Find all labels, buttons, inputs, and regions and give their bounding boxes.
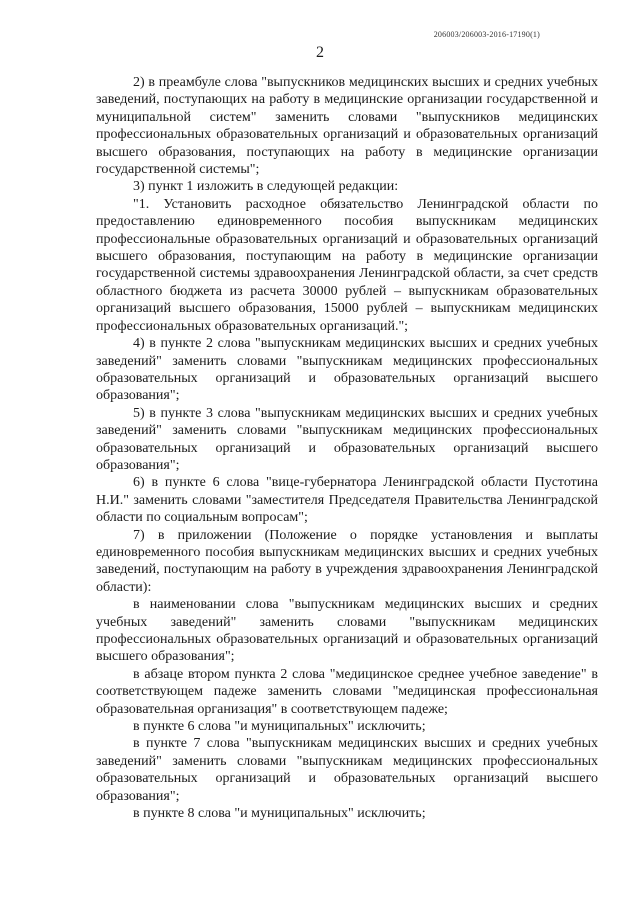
paragraph-item-8-change: в пункте 8 слова "и муниципальных" исключить; (133, 806, 426, 822)
paragraph-amendment-4: 4) в пункте 2 слова "выпускникам медицинских высших и средних учебных заведений" заменить словами "выпускникам медицинских профессиональных образовательных организаций и образовательных организаций высшего образования"; (96, 336, 598, 404)
paragraph-item-2-change: в абзаце втором пункта 2 слова "медицинское среднее учебное заведение" в соответствующем падеже заменить словами "медицинская профессиональная образовательная организация" в соответствующем падеже; (96, 666, 598, 717)
paragraph-amendment-2: 2) в преамбуле слова "выпускников медицинских высших и средних учебных заведений, поступающих на работу в медицинские организации государственной и муниципальной систем" заменить словами "выпускников медицинских профессиональных образовательных организаций и образовательных организаций высшего образования, поступающих на работу в медицинские организации государственной системы"; (96, 75, 598, 178)
paragraph-amendment-5: 5) в пункте 3 слова "выпускникам медицинских высших и средних учебных заведений" заменить словами "выпускникам медицинских профессиональных образовательных организаций и образовательных организаций высшего образования"; (96, 405, 598, 473)
paragraph-new-item-1: "1. Установить расходное обязательство Ленинградской области по предоставлению единовременного пособия выпускникам медицинских профессиональные образовательных организаций и образовательных организаций высшего образования, поступающим на работу в медицинские организации государственной системы здравоохранения Ленинградской области, за счет средств областного бюджета из расчета 30000 рублей – выпускникам образовательных организаций высшего образования, 15000 рублей – выпускникам медицинских профессиональных образовательных организаций."; (96, 196, 598, 334)
paragraph-amendment-3: 3) пункт 1 изложить в следующей редакции: (133, 179, 399, 195)
paragraph-title-change: в наименовании слова "выпускникам медицинских высших и средних учебных заведений" заменить словами "выпускникам медицинских профессиональных образовательных организаций и образовательных организаций высшего образования"; (96, 597, 598, 665)
paragraph-amendment-6: 6) в пункте 6 слова "вице-губернатора Ленинградской области Пустотина Н.И." заменить словами "заместителя Председателя Правительства Ленинградской области по социальным вопросам"; (96, 475, 598, 526)
document-body (96, 74, 598, 822)
paragraph-amendment-7: 7) в приложении (Положение о порядке установления и выплаты единовременного пособия выпускникам медицинских высших и средних учебных заведений, поступающим на работу в учреждения здравоохранения Ленинградской области): (96, 527, 598, 595)
paragraph-item-6-change: в пункте 6 слова "и муниципальных" исключить; (133, 719, 426, 735)
paragraph-item-7-change: в пункте 7 слова "выпускникам медицинских высших и средних учебных заведений" заменить словами "выпускникам медицинских профессиональных образовательных организаций и образовательных организаций высшего образования"; (96, 736, 598, 804)
document-id: 206003/206003-2016-17190(1) (433, 30, 540, 39)
page-number: 2 (316, 44, 324, 61)
